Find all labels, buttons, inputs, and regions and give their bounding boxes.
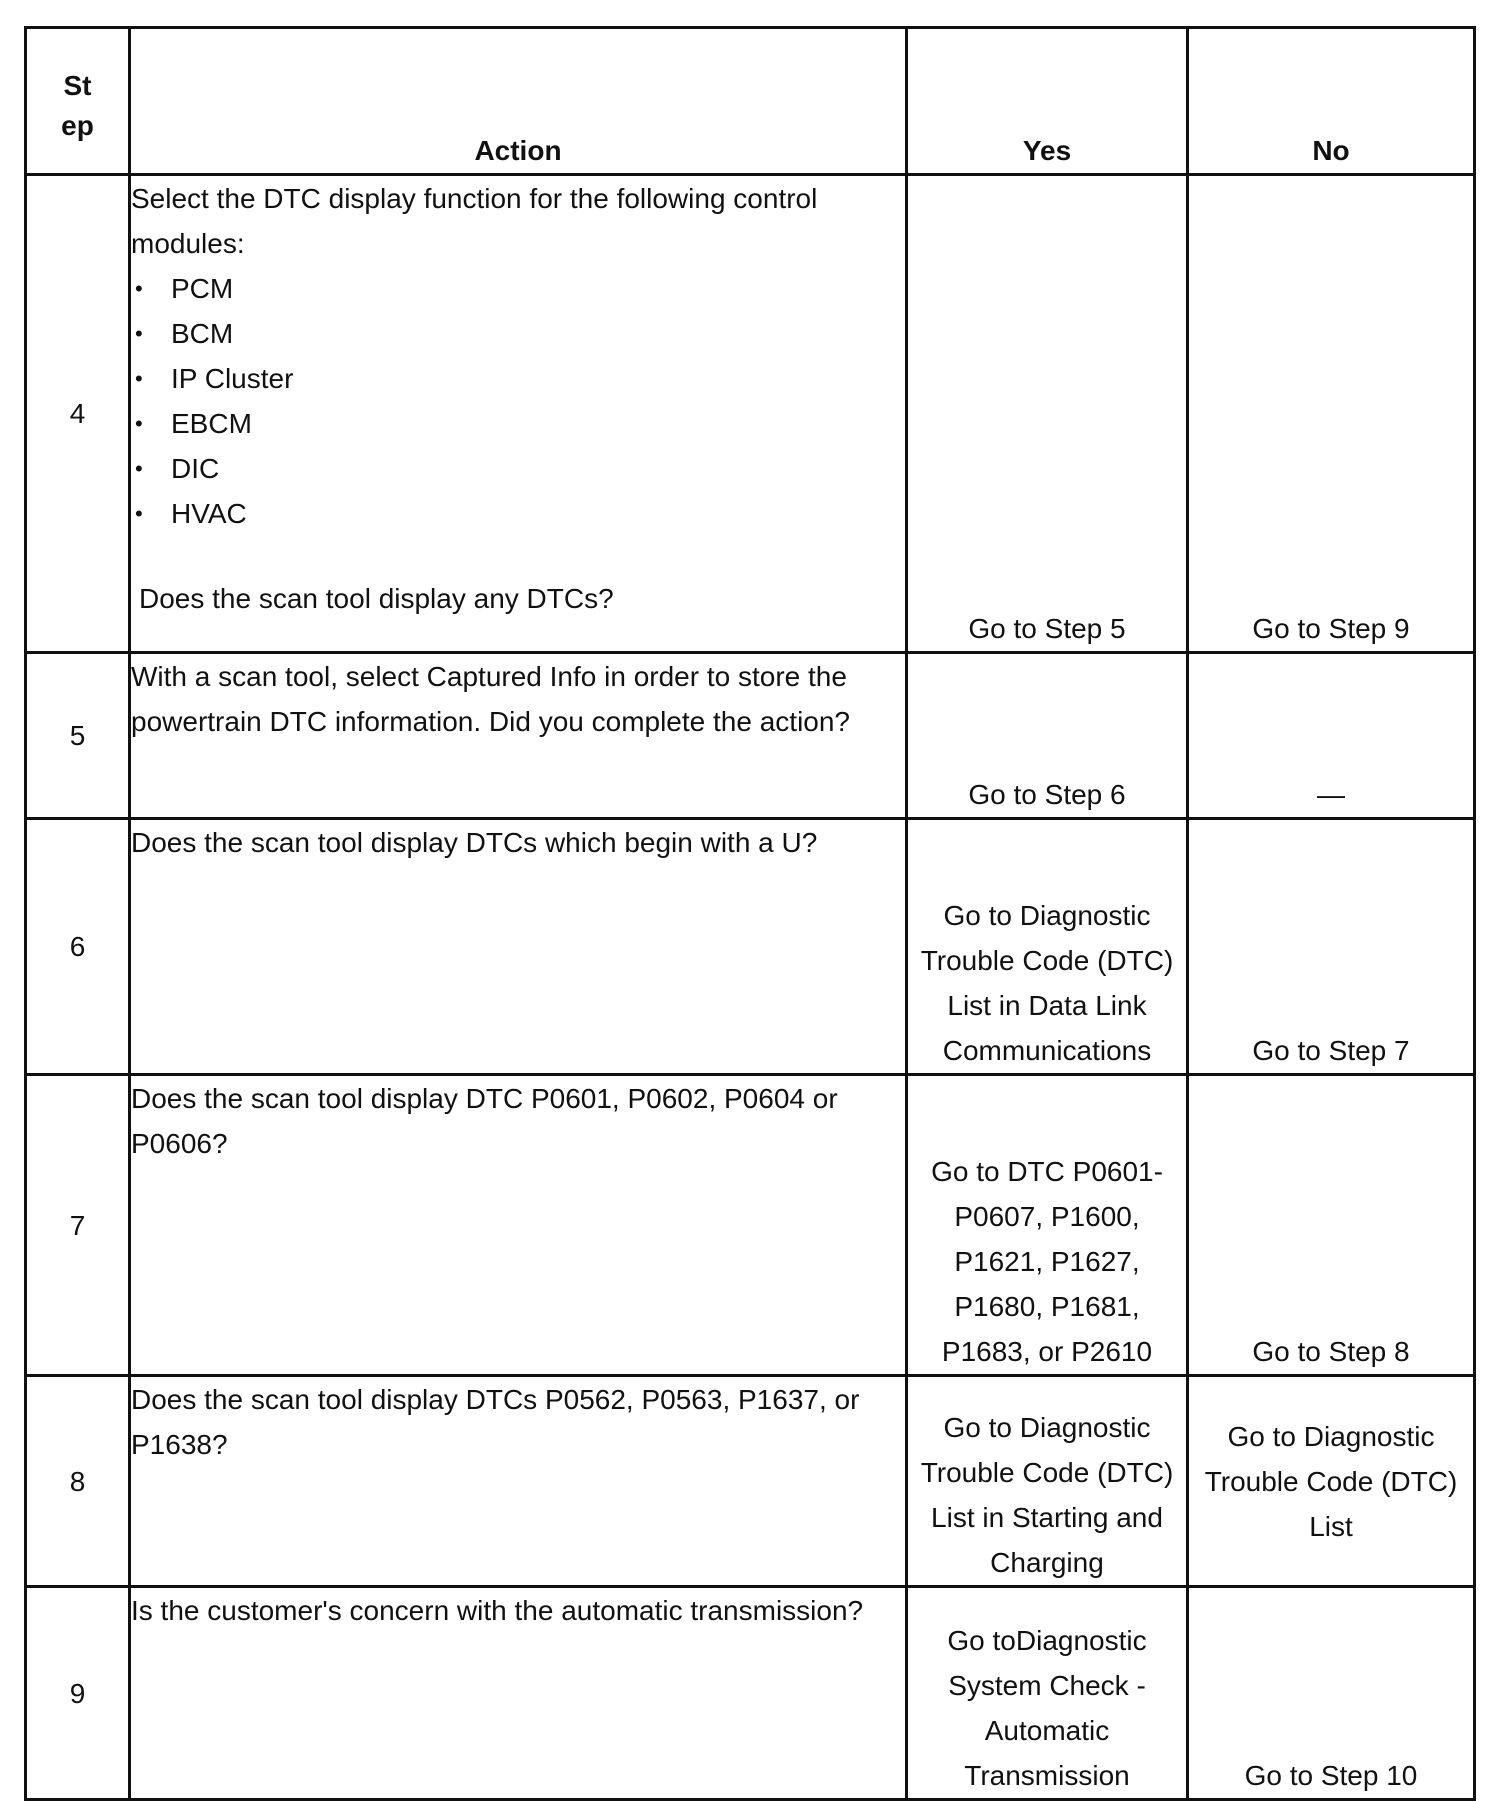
action-cell: With a scan tool, select Captured Info in order to store the powertrain DTC information. Did you complete the action? <box>130 653 907 819</box>
table-header-row <box>26 28 1475 175</box>
table-row-step-7 <box>26 1075 1475 1376</box>
action-cell: Does the scan tool display DTCs which begin with a U? <box>130 819 907 1075</box>
header-step-line2: ep <box>61 110 94 141</box>
action-cell <box>130 175 907 653</box>
table-row-step-5 <box>26 653 1475 819</box>
no-cell: Go to Step 8 <box>1188 1075 1475 1376</box>
step-number: 8 <box>26 1376 130 1587</box>
no-cell: Go to Step 10 <box>1188 1587 1475 1800</box>
no-cell: Go to Step 9 <box>1188 175 1475 653</box>
module-list-item: • PCM <box>131 266 905 311</box>
action-cell: Does the scan tool display DTC P0601, P0602, P0604 or P0606? <box>130 1075 907 1376</box>
header-yes: Yes <box>907 28 1188 175</box>
table-row-step-9 <box>26 1587 1475 1800</box>
step-number: 5 <box>26 653 130 819</box>
action-question: Does the scan tool display any DTCs? <box>139 583 614 614</box>
action-cell: Is the customer's concern with the automatic transmission? <box>130 1587 907 1800</box>
step-number: 9 <box>26 1587 130 1800</box>
step-number: 7 <box>26 1075 130 1376</box>
yes-cell: Go to Step 6 <box>907 653 1188 819</box>
table-row-step-6 <box>26 819 1475 1075</box>
yes-cell: Go to DTC P0601-P0607, P1600, P1621, P1627, P1680, P1681, P1683, or P2610 <box>907 1075 1188 1376</box>
diagnostic-steps-table <box>24 26 1476 1801</box>
step-number: 6 <box>26 819 130 1075</box>
yes-cell: Go to Diagnostic Trouble Code (DTC) List in Starting and Charging <box>907 1376 1188 1587</box>
module-list-item: • HVAC <box>131 491 905 536</box>
yes-cell: Go to Diagnostic Trouble Code (DTC) List in Data Link Communications <box>907 819 1188 1075</box>
header-step <box>26 28 130 175</box>
yes-cell: Go toDiagnostic System Check - Automatic Transmission <box>907 1587 1188 1800</box>
diagnostic-table-container <box>24 26 1476 1801</box>
action-cell: Does the scan tool display DTCs P0562, P0563, P1637, or P1638? <box>130 1376 907 1587</box>
module-list-item: • IP Cluster <box>131 356 905 401</box>
no-cell: Go to Step 7 <box>1188 819 1475 1075</box>
header-action: Action <box>130 28 907 175</box>
step-number: 4 <box>26 175 130 653</box>
table-row-step-4 <box>26 175 1475 653</box>
no-cell: — <box>1188 653 1475 819</box>
module-list-item: • DIC <box>131 446 905 491</box>
module-list-item: • BCM <box>131 311 905 356</box>
header-no: No <box>1188 28 1475 175</box>
yes-cell: Go to Step 5 <box>907 175 1188 653</box>
no-cell: Go to Diagnostic Trouble Code (DTC) List <box>1188 1376 1475 1587</box>
module-list <box>131 266 905 536</box>
table-row-step-8 <box>26 1376 1475 1587</box>
action-intro: Select the DTC display function for the following control modules: <box>131 183 818 259</box>
header-step-line1: St <box>63 70 92 101</box>
module-list-item: • EBCM <box>131 401 905 446</box>
